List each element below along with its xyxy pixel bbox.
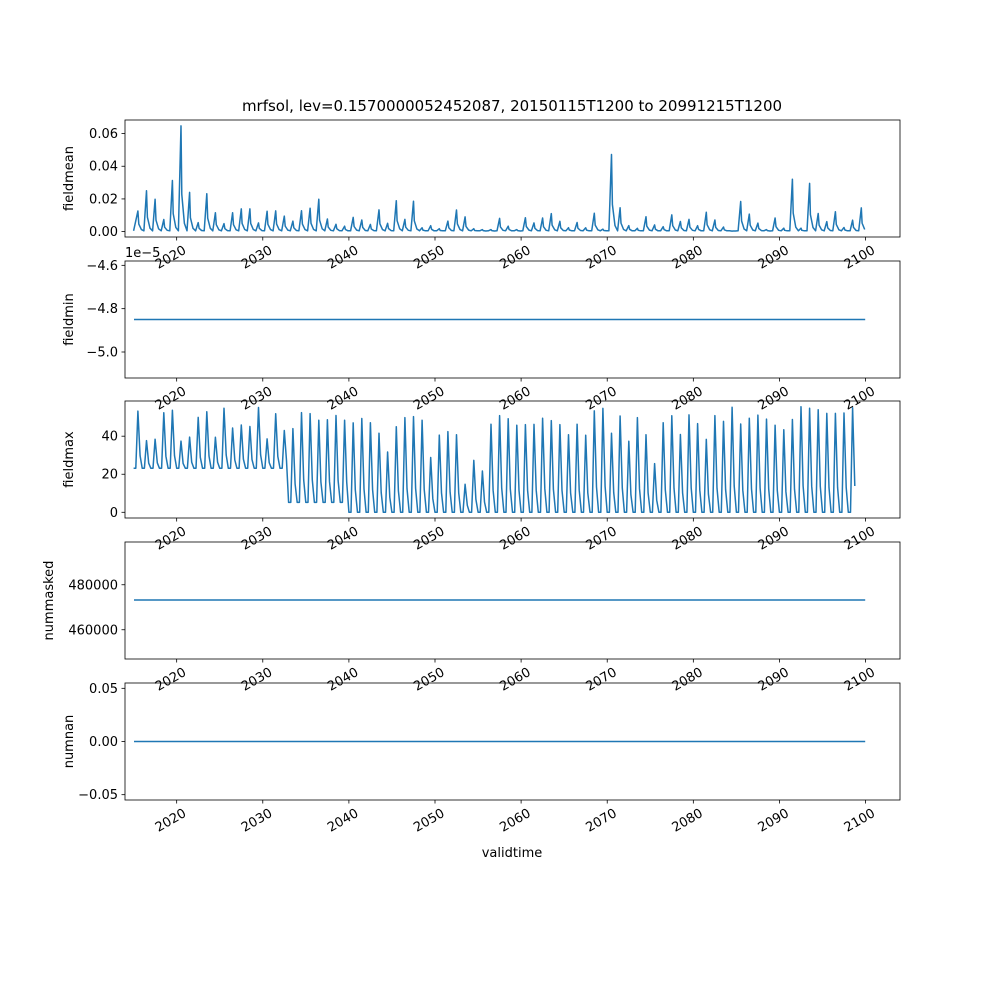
- x-tick-label: 2040: [325, 243, 362, 273]
- x-tick-label: 2020: [152, 243, 190, 273]
- y-tick-label: 460000: [68, 623, 118, 639]
- x-tick-label: 2060: [497, 243, 534, 273]
- x-tick-label: 2070: [583, 384, 620, 414]
- y-axis-label: fieldmean: [62, 146, 77, 211]
- y-tick-label: 40: [101, 429, 118, 445]
- y-tick-label: 20: [101, 467, 118, 483]
- x-tick-label: 2020: [152, 384, 190, 414]
- figure-title: mrfsol, lev=0.1570000052452087, 20150115T1200 to 20991215T1200: [241, 97, 783, 115]
- y-tick-label: 0.00: [89, 225, 118, 241]
- x-tick-label: 2080: [669, 384, 706, 414]
- y-tick-label: 0.06: [89, 127, 118, 143]
- x-tick-label: 2020: [152, 806, 190, 836]
- x-tick-label: 2030: [239, 806, 276, 836]
- x-tick-label: 2050: [411, 384, 448, 414]
- x-tick-label: 2080: [669, 524, 706, 554]
- y-tick-label: 0.00: [89, 735, 118, 750]
- x-tick-label: 2060: [497, 524, 534, 554]
- x-tick-label: 2050: [411, 665, 448, 695]
- x-tick-label: 2030: [239, 524, 276, 554]
- offset-text: 1e−5: [125, 246, 161, 261]
- y-axis-label: fieldmax: [62, 431, 77, 488]
- x-tick-label: 2100: [841, 524, 878, 554]
- x-tick-label: 2090: [755, 243, 792, 273]
- x-tick-label: 2100: [841, 806, 878, 836]
- x-tick-label: 2040: [325, 665, 362, 695]
- y-tick-label: 480000: [68, 578, 118, 594]
- x-tick-label: 2030: [239, 665, 276, 695]
- x-tick-label: 2100: [841, 665, 878, 695]
- y-axis-label: fieldmin: [62, 293, 77, 346]
- y-tick-label: −5.0: [86, 345, 118, 361]
- x-tick-label: 2060: [497, 384, 534, 414]
- x-tick-label: 2050: [411, 524, 448, 554]
- x-tick-label: 2090: [755, 384, 792, 414]
- y-tick-label: −4.6: [86, 258, 118, 274]
- x-tick-label: 2070: [583, 665, 620, 695]
- x-tick-label: 2040: [325, 806, 362, 836]
- x-tick-label: 2060: [497, 665, 534, 695]
- x-tick-label: 2060: [497, 806, 534, 836]
- y-tick-label: 0.02: [89, 192, 118, 208]
- x-tick-label: 2050: [411, 806, 448, 836]
- x-tick-label: 2020: [152, 665, 190, 695]
- x-tick-label: 2100: [841, 384, 878, 414]
- y-tick-label: −0.05: [78, 788, 118, 804]
- x-tick-label: 2080: [669, 243, 706, 273]
- x-tick-label: 2090: [755, 524, 792, 554]
- x-tick-label: 2100: [841, 243, 878, 273]
- x-tick-label: 2080: [669, 806, 706, 836]
- x-tick-label: 2020: [152, 524, 190, 554]
- x-tick-label: 2080: [669, 665, 706, 695]
- x-tick-label: 2070: [583, 524, 620, 554]
- x-tick-label: 2040: [325, 524, 362, 554]
- y-tick-label: −4.8: [86, 302, 118, 318]
- y-axis-label: nummasked: [42, 560, 57, 641]
- x-tick-label: 2070: [583, 806, 620, 836]
- x-tick-label: 2070: [583, 243, 620, 273]
- x-tick-label: 2090: [755, 665, 792, 695]
- y-tick-label: 0.05: [89, 681, 118, 697]
- y-axis-label: numnan: [62, 714, 77, 769]
- y-tick-label: 0: [109, 505, 118, 521]
- y-tick-label: 0.04: [89, 159, 118, 175]
- x-tick-label: 2030: [239, 384, 276, 414]
- x-tick-label: 2040: [325, 384, 362, 414]
- x-tick-label: 2050: [411, 243, 448, 273]
- x-tick-label: 2030: [239, 243, 276, 273]
- x-axis-label: validtime: [481, 846, 543, 861]
- x-tick-label: 2090: [755, 806, 792, 836]
